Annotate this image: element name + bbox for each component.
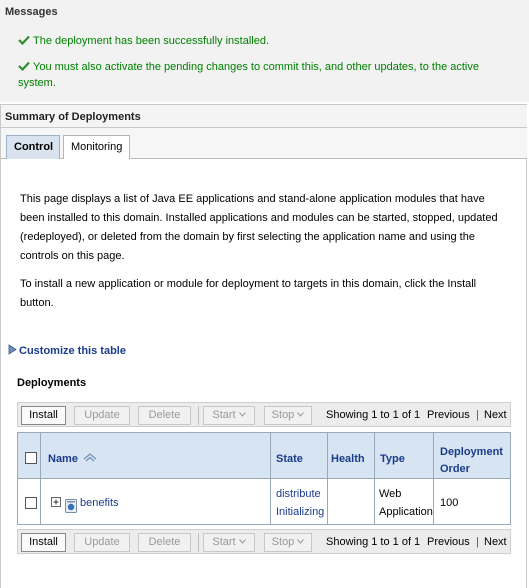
stop-dropdown-button[interactable] — [264, 406, 312, 425]
type-line2: Application — [379, 506, 433, 518]
start-label: Start — [212, 409, 236, 421]
deployments-toolbar-bottom — [17, 529, 511, 554]
stop-dropdown-button[interactable] — [264, 533, 312, 552]
start-label: Start — [212, 536, 236, 548]
type-cell — [379, 485, 433, 521]
column-header-name[interactable] — [48, 453, 97, 465]
deployments-title: Deployments — [17, 377, 87, 389]
delete-button[interactable]: Delete — [138, 533, 191, 552]
column-header-order-line1: Deployment — [440, 446, 503, 458]
tab-bar — [1, 128, 527, 159]
chevron-down-icon — [239, 539, 246, 544]
chevron-down-icon — [297, 412, 304, 417]
next-page-link[interactable]: Next — [484, 536, 507, 548]
deployment-order-cell: 100 — [440, 497, 459, 509]
start-dropdown-button[interactable] — [203, 406, 255, 425]
tab-control[interactable]: Control — [6, 135, 60, 159]
install-button[interactable]: Install — [21, 406, 66, 425]
check-icon — [18, 61, 30, 71]
column-header-state[interactable]: State — [276, 453, 303, 465]
toolbar-separator — [198, 533, 199, 552]
column-header-deployment-order[interactable] — [440, 444, 503, 478]
install-instruction-paragraph: To install a new application or module for deployment to targets in this domain, click the Install button. — [20, 278, 477, 309]
customize-table-link[interactable] — [8, 344, 126, 357]
column-divider — [40, 433, 41, 524]
summary-title: Summary of Deployments — [5, 111, 141, 123]
toolbar-separator — [198, 406, 199, 425]
stop-label: Stop — [271, 409, 295, 421]
update-button[interactable]: Update — [74, 406, 130, 425]
tab-monitoring[interactable]: Monitoring — [63, 135, 130, 159]
messages-title: Messages — [5, 6, 58, 18]
state-line2: Initializing — [276, 506, 325, 518]
column-divider — [270, 433, 271, 524]
pagination-separator: | — [476, 536, 479, 548]
next-page-link[interactable]: Next — [484, 409, 507, 421]
deployments-table — [17, 432, 511, 525]
success-message-activate — [18, 59, 508, 91]
expand-triangle-icon — [8, 344, 17, 355]
column-divider — [327, 433, 328, 524]
pagination-status: Showing 1 to 1 of 1 — [326, 536, 421, 548]
chevron-down-icon — [297, 539, 304, 544]
sort-ascending-icon — [83, 453, 97, 462]
select-all-checkbox[interactable] — [25, 452, 37, 464]
column-header-order-line2: Order — [440, 463, 470, 475]
column-divider — [374, 433, 375, 524]
check-icon — [18, 35, 30, 45]
description-paragraph: This page displays a list of Java EE applications and stand-alone application modules that have been installed to this domain. Installed applications and modules can be started, stopped, updated (redeployed), or deleted from the domain by first selecting the application name and using the controls on this page. — [20, 193, 498, 262]
messages-panel — [0, 0, 529, 102]
pagination-separator: | — [476, 409, 479, 421]
message-text: You must also activate the pending changes to commit this, and other updates, to the active system. — [18, 61, 479, 89]
success-message-installed — [18, 33, 269, 49]
state-line1: distribute — [276, 488, 321, 500]
type-line1: Web — [379, 488, 402, 500]
customize-table-label: Customize this table — [19, 345, 126, 357]
state-link[interactable] — [276, 485, 324, 521]
column-header-name-label: Name — [48, 453, 78, 465]
pagination-status: Showing 1 to 1 of 1 — [326, 409, 421, 421]
start-dropdown-button[interactable] — [203, 533, 255, 552]
delete-button[interactable]: Delete — [138, 406, 191, 425]
application-icon — [65, 499, 77, 513]
update-button[interactable]: Update — [74, 533, 130, 552]
app-name-link[interactable]: benefits — [80, 497, 119, 509]
summary-header — [1, 104, 527, 128]
column-divider — [433, 433, 434, 524]
previous-page-link[interactable]: Previous — [427, 409, 470, 421]
previous-page-link[interactable]: Previous — [427, 536, 470, 548]
message-text: The deployment has been successfully installed. — [33, 35, 270, 47]
deployments-toolbar-top — [17, 402, 511, 427]
row-checkbox[interactable] — [25, 497, 37, 509]
plus-expand-icon[interactable] — [51, 497, 61, 507]
stop-label: Stop — [271, 536, 295, 548]
column-header-type[interactable]: Type — [380, 453, 405, 465]
chevron-down-icon — [239, 412, 246, 417]
column-header-health[interactable]: Health — [331, 453, 365, 465]
install-button[interactable]: Install — [21, 533, 66, 552]
